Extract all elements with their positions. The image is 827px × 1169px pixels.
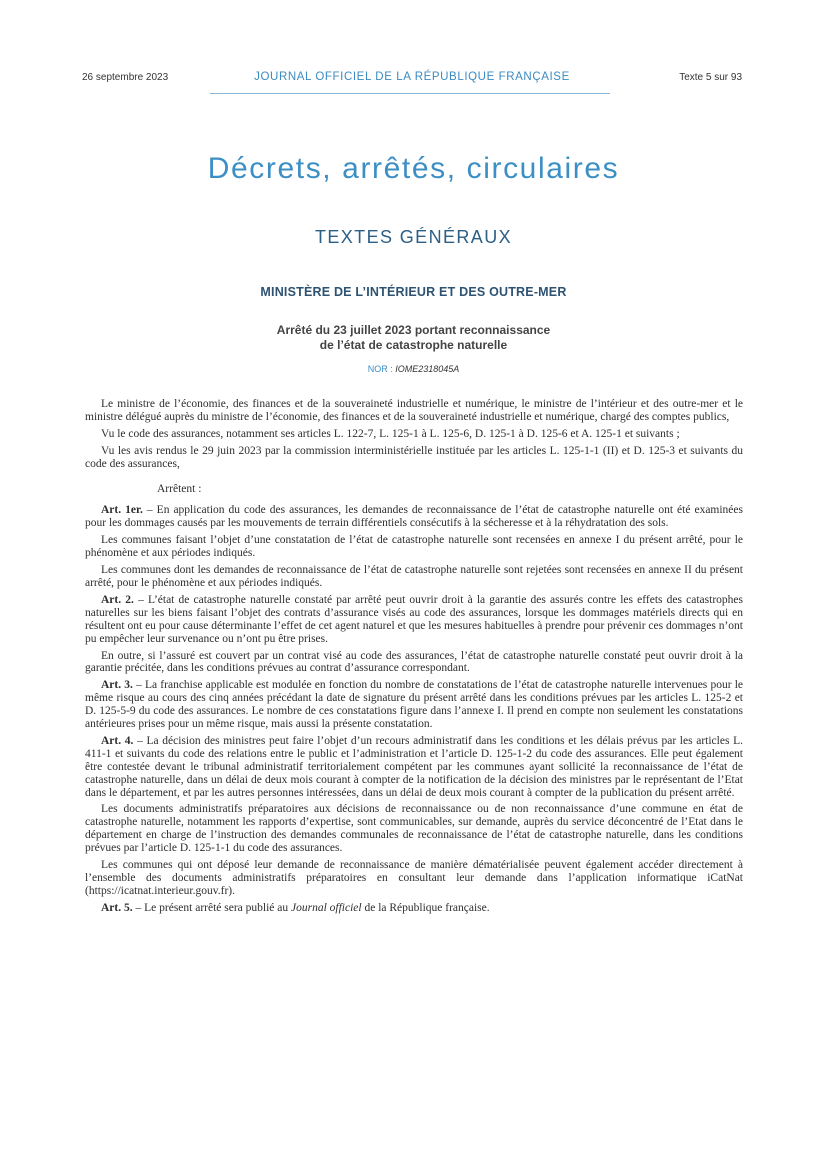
running-header (82, 72, 742, 88)
article-text: – En application du code des assurances, les demandes de reconnaissance de l’état de catastrophe naturelle ont été examinées pour les dommages causés par les mouvements de terrain différentiels consécutifs à la sécheresse et à la réhydratation des sols. (85, 504, 743, 530)
preamble-paragraph: Vu les avis rendus le 29 juin 2023 par la commission interministérielle instituée par les articles L. 125-1-1 (II) et D. 125-3 et suivants du code des assurances, (85, 444, 743, 470)
journal-name: JOURNAL OFFICIEL DE LA RÉPUBLIQUE FRANÇAISE (254, 71, 570, 83)
article-label: Art. 1er. (101, 504, 143, 517)
article-label: Art. 3. (101, 679, 133, 692)
article-text: – L’état de catastrophe naturelle constaté par arrêté peut ouvrir droit à la garantie des assurés contre les effets des catastrophes naturelles sur les biens faisant l’objet des contrats d’assurance visés au code des assurances, lorsque les dommages matériels directs qui en résultent ont eu pour cause déterminante l’effet de cet agent naturel et que les mesures habituelles à prendre pour prévenir ces dommages n’ont pu empêcher leur survenance ou n’ont pu être prises. (85, 593, 743, 645)
arretent: Arrêtent : (157, 482, 202, 495)
article-paragraph: En outre, si l’assuré est couvert par un contrat visé au code des assurances, l’état de catastrophe naturelle constaté peut ouvrir droit à la garantie précitée, dans les conditions prévues au contrat d’assurance correspondant. (85, 649, 743, 675)
arrete-title-line2: de l’état de catastrophe naturelle (319, 338, 508, 352)
subsection-title: TEXTES GÉNÉRAUX (314, 227, 513, 247)
article-label: Art. 5. (101, 901, 133, 914)
article-text: – La décision des ministres peut faire l’objet d’un recours administratif dans les conditions et les délais prévus par les articles L. 411-1 et suivants du code des relations entre le public et l’administration et l’article D. 125-1-2 du code des assurances. Elle peut également être contestée devant le tribunal administratif territorialement compétent par les communes ayant sollicité la reconnaissance de l’état de catastrophe naturelle, dans un délai de deux mois courant à compter de la notification de la décision des ministres par le représentant de l’Etat dans le département, et par les autres personnes intéressées, dans un délai de deux mois courant à compter de la publication du présent arrêté. (85, 734, 743, 799)
article-label: Art. 2. (101, 593, 134, 606)
arrete-title-line1: Arrêté du 23 juillet 2023 portant reconnaissance (276, 323, 551, 337)
text-number: Texte 5 sur 93 (679, 72, 742, 83)
article-label: Art. 4. (101, 734, 134, 747)
article-1 (85, 504, 743, 530)
nor-code: IOME2318045A (395, 364, 460, 374)
header-divider (210, 93, 610, 94)
preamble-paragraph: Vu le code des assurances, notamment ses articles L. 122-7, L. 125-1 à L. 125-6, D. 125-1 à D. 125-6 et A. 125-1 et suivants ; (101, 427, 680, 440)
article-paragraph: Les communes qui ont déposé leur demande de reconnaissance de manière dématérialisée peuvent également accéder directement à l’ensemble des documents administratifs préparatoires en consultant leur demande dans l’application informatique iCatNat (https://icatnat.interieur.gouv.fr). (85, 859, 743, 897)
article-3 (85, 679, 743, 731)
arrete-title (0, 323, 827, 353)
article-text: – Le présent arrêté sera publié au (132, 901, 291, 914)
article-4 (85, 735, 743, 800)
issue-date: 26 septembre 2023 (82, 72, 169, 83)
article-2 (85, 594, 743, 646)
journal-officiel-reference: Journal officiel (291, 901, 362, 914)
section-title: Décrets, arrêtés, circulaires (207, 152, 620, 185)
article-text: – La franchise applicable est modulée en fonction du nombre de constatations de l’état de catastrophe naturelle intervenues pour le même risque au cours des cinq années précédant la date de signature du présent arrêté dans les conditions prévues par les articles L. 125-2 et D. 125-5-9 du code des assurances. Le nombre de ces constatations figure dans l’annexe I. Il prend en compte non seulement les constatations antérieures prises pour un même risque, mais aussi la présente constatation. (85, 679, 743, 731)
document-body (85, 398, 743, 915)
preamble-paragraph: Le ministre de l’économie, des finances et de la souveraineté industrielle et numérique, le ministre de l’intérieur et des outre-mer et le ministre délégué auprès du ministre de l’économie, des finances et de la souveraineté industrielle et numérique, chargé des comptes publics, (85, 398, 743, 423)
article-text: de la République française. (361, 901, 490, 914)
ministry-heading: MINISTÈRE DE L’INTÉRIEUR ET DES OUTRE-MER (260, 285, 567, 299)
article-paragraph: Les communes faisant l’objet d’une constatation de l’état de catastrophe naturelle sont recensées en annexe I du présent arrêté, pour le phénomène et aux périodes indiqués. (85, 534, 743, 560)
nor-label: NOR : (367, 364, 393, 374)
article-paragraph: Les communes dont les demandes de reconnaissance de l’état de catastrophe naturelle sont rejetées sont recensées en annexe II du présent arrêté, pour le phénomène et aux périodes indiqués. (85, 564, 743, 589)
nor-reference (0, 364, 827, 374)
article-paragraph: Les documents administratifs préparatoires aux décisions de reconnaissance ou de non reconnaissance d’une commune en état de catastrophe naturelle, notamment les rapports d’expertise, sont communicables, sur demande, auprès du service déconcentré de l’Etat dans le département en charge de l’instruction des demandes communales de reconnaissance de l’état de catastrophe naturelle, dans les conditions prévues par l’article D. 125-1-1 du code des assurances. (85, 803, 743, 855)
article-5 (85, 902, 743, 915)
